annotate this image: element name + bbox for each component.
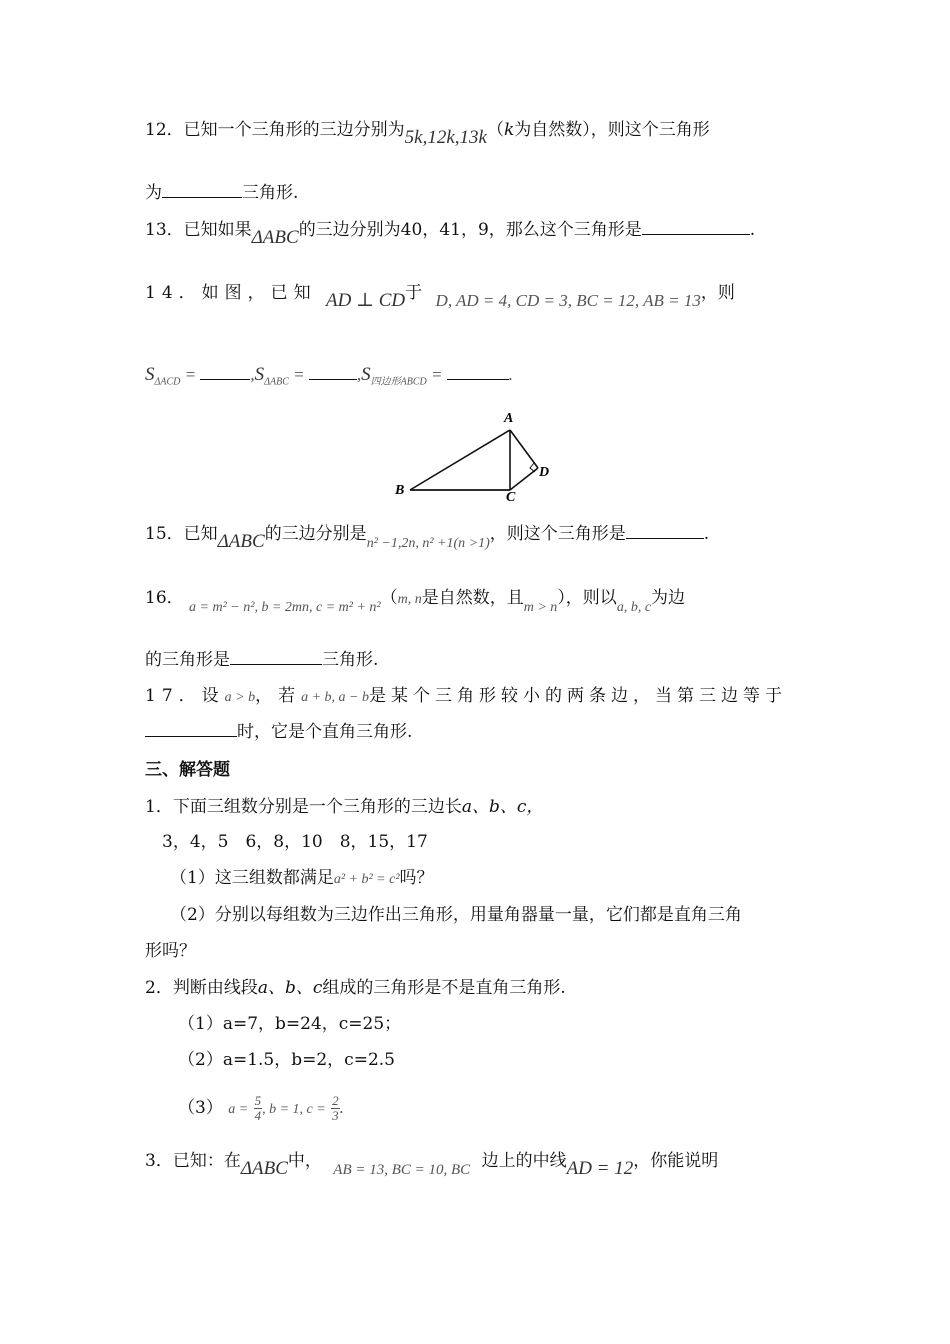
math: a, b, c [616, 600, 652, 615]
p2-sub1: （1）a=7，b=24，c=25； [178, 1014, 402, 1034]
q17-line1: 17．设a > b，若a + b, a − b是某个三角形较小的两条边，当第三边等于 [145, 686, 787, 706]
math: AD = 12 [566, 1158, 634, 1179]
math: AB = 13, BC = 10, BC [333, 1162, 471, 1178]
math: AD ⊥ CD [326, 290, 406, 311]
fraction: $\frac{2}{3}$ [332, 1093, 339, 1123]
answer-blank[interactable] [642, 218, 750, 235]
answer-blank[interactable] [626, 522, 704, 539]
q12-line1: 12．已知一个三角形的三边分别为5k,12k,13k（k为自然数），则这个三角形 [145, 120, 710, 148]
math: ΔABC [217, 531, 265, 552]
math: ΔABC [251, 227, 299, 248]
p1-sub2-line2: 形吗？ [145, 941, 196, 961]
p1-sub1: （1）这三组数都满足a² + b² = c²吗？ [170, 868, 434, 888]
segment-ad [510, 430, 538, 468]
q16-line2: 的三角形是 三角形. [145, 650, 379, 670]
fraction: $\frac{5}{4}$ [254, 1093, 262, 1123]
segment-ab [410, 430, 510, 490]
label-d: D [539, 465, 550, 480]
math: 5k,12k,13k [404, 127, 487, 148]
q13: 13．已知如果ΔABC的三边分别为40，41，9，那么这个三角形是 . [145, 220, 756, 248]
answer-blank[interactable] [230, 648, 322, 665]
answer-blank[interactable] [309, 363, 357, 380]
q14-line1: 14．如图，已知 AD ⊥ CD于 D, AD = 4, CD = 3, BC = 12, AB = 13，则 [145, 283, 735, 311]
math: D, AD = 4, CD = 3, BC = 12, AB = 13 [435, 291, 701, 310]
p2-stem: 2．判断由线段a、b、c组成的三角形是不是直角三角形. [145, 978, 566, 998]
section-heading: 三、解答题 [145, 760, 230, 780]
label-c: C [506, 490, 516, 503]
triangle-figure [390, 408, 560, 503]
math: a² + b² = c² [333, 872, 400, 887]
label-b: B [395, 483, 405, 498]
p1-data: 3，4，5 6，8，10 8，15，17 [162, 832, 428, 852]
p2-sub2: （2）a=1.5，b=2，c=2.5 [178, 1050, 395, 1070]
answer-blank[interactable] [447, 363, 509, 380]
label-a: A [504, 411, 514, 426]
p1-stem: 1．下面三组数分别是一个三角形的三边长a、b、c， [145, 797, 544, 817]
p1-sub2-line1: （2）分别以每组数为三边作出三角形，用量角器量一量，它们都是直角三角 [170, 905, 742, 925]
p2-sub3: （3） a = $\frac{5}{4}$ , b = 1, c = $\frac{2}{3}$ . [178, 1093, 344, 1123]
q16-line1: 16． $_{a = m^2 - n^2, b = 2mn, c = m^2 + n^2}$（m, n是自然数，且$_{m > n}$），则以$_{a, b, c}$为边 [145, 588, 686, 615]
q14-line2: $S_{\Delta ACD} = ,S_{\Delta ABC} = ,S_{四边形ABCD}$ = . [145, 364, 513, 388]
q15: 15．已知ΔABC的三边分别是$_{n^2 -1,2n, n^2 +1(n >1)}$，则这个三角形是 . [145, 524, 710, 552]
answer-blank[interactable] [145, 720, 237, 737]
math: m > n [523, 600, 558, 615]
math: a > b [224, 690, 256, 705]
math: a = m² − n², b = 2mn, c = m² + n² [189, 600, 381, 615]
p3: 3．已知：在ΔABC中， AB = 13, BC = 10, BC 边上的中线AD = 12，你能说明 [145, 1151, 719, 1179]
math: ΔABC [240, 1158, 288, 1179]
q17-line2: 时，它是个直角三角形. [145, 720, 412, 744]
math: n² −1,2n, n² +1(n >1) [366, 536, 490, 551]
answer-blank[interactable] [162, 181, 242, 198]
math: a + b, a − b [301, 690, 369, 705]
q12-line2: 为 三角形. [145, 183, 299, 203]
answer-blank[interactable] [200, 363, 250, 380]
math: m, n [397, 592, 422, 607]
